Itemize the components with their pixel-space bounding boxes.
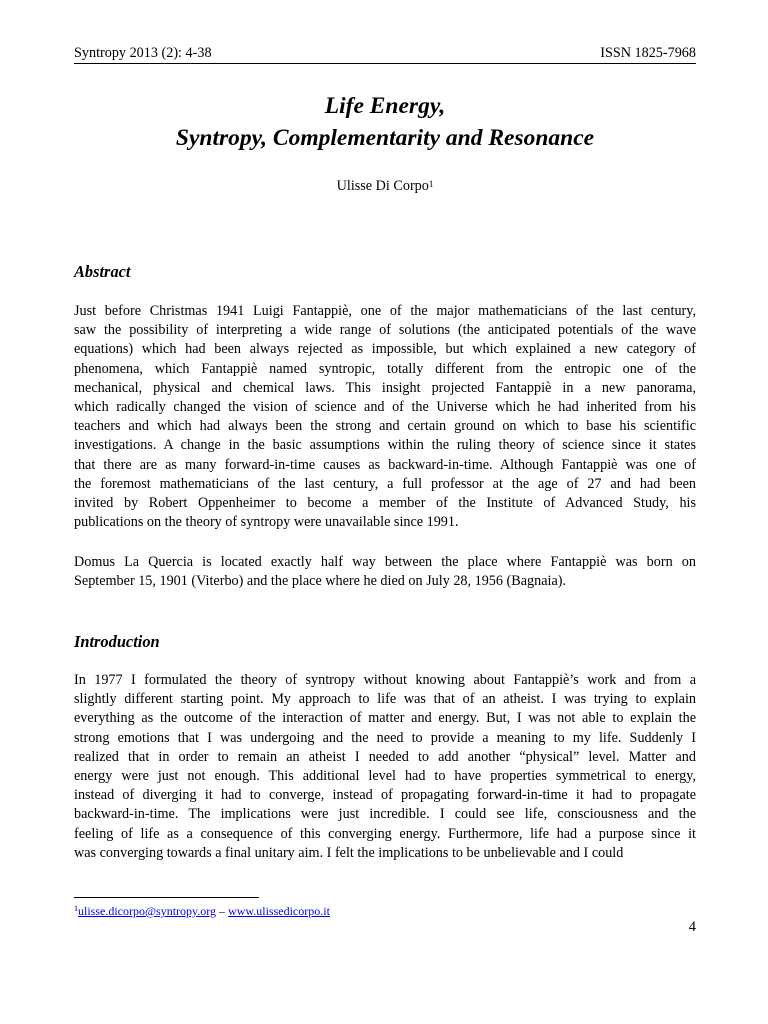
text-line: publications on the theory of syntropy were unavailable since 1991. bbox=[74, 514, 459, 531]
text-line: equations) which had been always rejected as impossible, but which explained a new category of bbox=[74, 341, 696, 358]
text-line: slightly different starting point. My approach to life was that of an atheist. I was trying to explain bbox=[74, 691, 696, 708]
author-name: Ulisse Di Corpo bbox=[336, 178, 429, 194]
text-line: mechanical, physical and chemical laws. This insight projected Fantappiè in a new panorama, bbox=[74, 379, 696, 396]
text-line: September 15, 1901 (Viterbo) and the place where he died on July 28, 1956 (Bagnaia). bbox=[74, 573, 567, 590]
running-header bbox=[74, 44, 696, 62]
text-line: everything as the outcome of the interaction of matter and energy. But, I was not able to explain the bbox=[74, 710, 696, 727]
footnote-mark: 1 bbox=[74, 904, 78, 913]
text-line: backward-in-time. The implications were just incredible. I could see life, consciousness and the bbox=[74, 806, 696, 823]
author-footnote-mark: 1 bbox=[428, 179, 434, 189]
abstract-paragraph-1 bbox=[74, 302, 696, 532]
page-number: 4 bbox=[688, 919, 696, 935]
footnote-website-link[interactable]: www.ulissedicorpo.it bbox=[228, 904, 330, 918]
text-line: feeling of life as a consequence of this converging energy. Furthermore, life had a purpose since it bbox=[74, 825, 696, 842]
header-rule bbox=[74, 63, 696, 64]
text-line: Just before Christmas 1941 Luigi Fantappiè, one of the major mathematicians of the last century, bbox=[74, 303, 696, 319]
text-line: In 1977 I formulated the theory of syntropy without knowing about Fantappiè’s work and from a bbox=[74, 672, 696, 688]
text-line: Domus La Quercia is located exactly half way between the place where Fantappiè was born on bbox=[74, 554, 696, 570]
text-line: was converging towards a final unitary aim. I felt the implications to be unbelievable and I could bbox=[74, 844, 624, 861]
abstract-paragraph-2 bbox=[74, 553, 696, 591]
text-line: investigations. A change in the basic assumptions within the ruling theory of science since it states bbox=[74, 437, 696, 454]
footnote bbox=[74, 903, 330, 919]
footnote-email-link[interactable]: ulisse.dicorpo@syntropy.org bbox=[78, 904, 217, 918]
text-line: phenomena, which Fantappiè named syntropic, totally different from the entropic one of the bbox=[74, 360, 696, 377]
text-line: realized that in order to remain an atheist I needed to add another “physical” level. Matter and bbox=[74, 748, 696, 765]
text-line: strong emotions that I was undergoing and the need to provide a meaning to my life. Suddenly I bbox=[74, 729, 696, 746]
introduction-paragraph-1 bbox=[74, 671, 696, 863]
footnote-rule bbox=[74, 897, 259, 898]
text-line: teachers and which had always been the strong and certain ground on which to base his scientific bbox=[74, 418, 696, 435]
title-line-2: Syntropy, Complementarity and Resonance bbox=[175, 125, 595, 151]
abstract-heading: Abstract bbox=[74, 262, 131, 281]
text-line: instead of diverging it had to converge, instead of propagating forward-in-time it had to propagate bbox=[74, 787, 696, 804]
text-line: invited by Robert Oppenheimer to become a member of the Institute of Advanced Study, his bbox=[74, 494, 696, 511]
footnote-separator: – bbox=[216, 904, 229, 918]
author bbox=[74, 177, 696, 195]
text-line: that there are as many forward-in-time causes as backward-in-time. Although Fantappiè was one of bbox=[74, 456, 696, 473]
issn: ISSN 1825-7968 bbox=[600, 45, 696, 61]
text-line: energy were just not enough. This additional level had to have properties symmetrical to energy, bbox=[74, 767, 696, 784]
text-line: saw the possibility of interpreting a wide range of solutions (the anticipated potentials of the wave bbox=[74, 322, 696, 339]
text-line: the foremost mathematicians of the last century, a full professor at the age of 27 and had been bbox=[74, 475, 696, 492]
introduction-heading: Introduction bbox=[74, 632, 160, 651]
text-line: which radically changed the vision of science and of the Universe which he had inherited from his bbox=[74, 398, 696, 415]
journal-citation: Syntropy 2013 (2): 4-38 bbox=[74, 45, 212, 61]
title-line-1: Life Energy, bbox=[324, 93, 446, 119]
